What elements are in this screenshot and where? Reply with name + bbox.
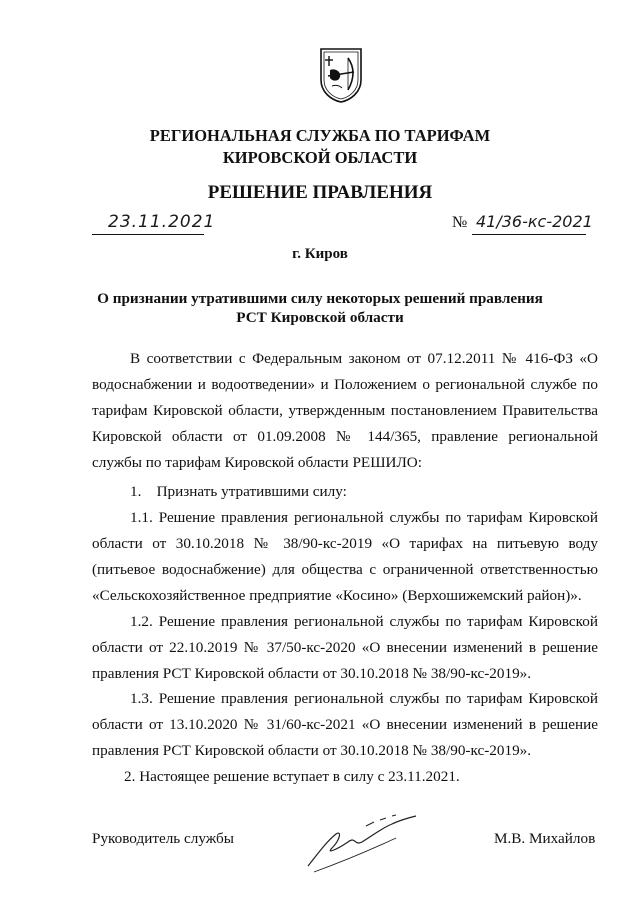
item-1-text: 1. Признать утратившими силу: [130, 483, 347, 500]
organization-name-line2: КИРОВСКОЙ ОБЛАСТИ [222, 148, 418, 167]
subject-line1: О признании утратившими силу некоторых решений правления [97, 290, 543, 307]
coat-of-arms-emblem [318, 46, 364, 104]
handwritten-signature [296, 806, 446, 876]
paragraph-item-2 [92, 764, 598, 790]
city-name: г. Киров [292, 246, 348, 262]
subject-line2: РСТ Кировской области [236, 309, 404, 326]
organization-name-line1: РЕГИОНАЛЬНАЯ СЛУЖБА ПО ТАРИФАМ [149, 126, 491, 145]
date-underline [92, 234, 204, 235]
signer-position: Руководитель службы [92, 830, 234, 847]
item-2-text: 2. Настоящее решение вступает в силу с 23.11.2021. [124, 768, 460, 785]
signer-name: М.В. Михайлов [494, 830, 596, 847]
paragraph-item-1 [92, 479, 598, 505]
item-1-2-text: 1.2. Решение правления региональной службы по тарифам Кировской области от 22.10.2019 № 37/50-кс-2020 «О внесении изменений в решение правления РСТ Кировской области от 30.10.2018 № 38/90-кс-2019». [92, 613, 598, 682]
document-type-title: РЕШЕНИЕ ПРАВЛЕНИЯ [207, 182, 433, 203]
paragraph-intro-text: В соответствии с Федеральным законом от 07.12.2011 № 416-ФЗ «О водоснабжении и водоотведении» и Положением о региональной службе по тарифам Кировской области, утвержденным постановлением Правительства Кировской области от 01.09.2008 № 144/365, правление региональной службы по тарифам Кировской области РЕШИЛО: [92, 350, 598, 471]
number-sign: № [452, 214, 468, 231]
paragraph-intro [92, 346, 598, 476]
paragraph-item-1-2 [92, 609, 598, 687]
document-number: 41/36-кс-2021 [476, 212, 593, 231]
item-1-1-text: 1.1. Решение правления региональной службы по тарифам Кировской области от 30.10.2018 № 38/90-кс-2019 «О тарифах на питьевую воду (питьевое водоснабжение) для общества с ограниченной ответственностью «Сельскохозяйственное предприятие «Косино» (Верхошижемский район)». [92, 509, 598, 604]
number-underline [472, 234, 586, 235]
item-1-3-text: 1.3. Решение правления региональной службы по тарифам Кировской области от 13.10.2020 № 31/60-кс-2021 «О внесении изменений в решение правления РСТ Кировской области от 30.10.2018 № 38/90-кс-2019». [92, 690, 598, 759]
paragraph-item-1-1 [92, 505, 598, 609]
paragraph-item-1-3 [92, 686, 598, 764]
document-date: 23.11.2021 [108, 212, 216, 232]
